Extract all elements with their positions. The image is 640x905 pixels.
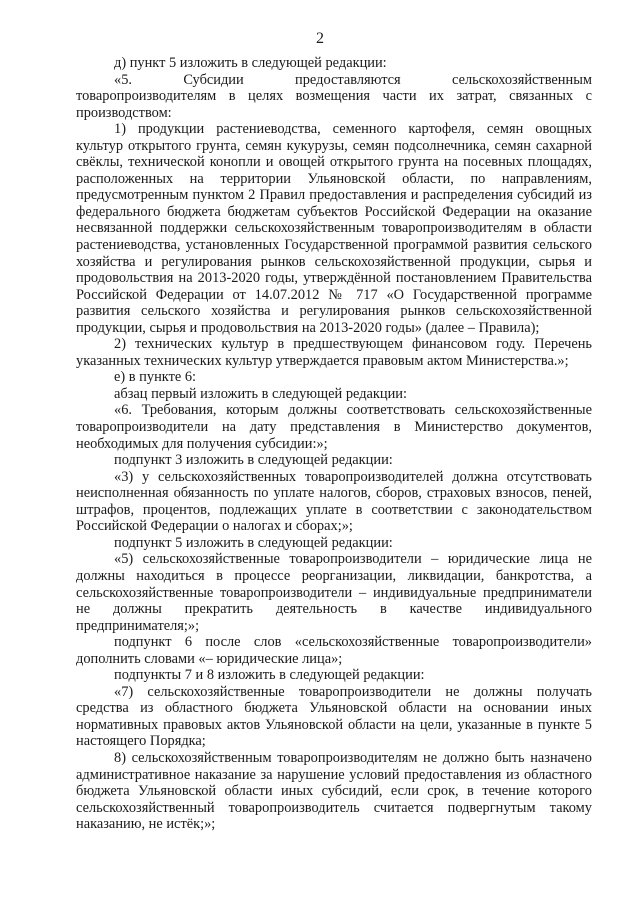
paragraph-subpoint-3: «3) у сельскохозяйственных товаропроизводителей должна отсутствовать неисполненная обязанность по уплате налогов, сборов, страховых взносов, пеней, штрафов, процентов, подлежащих уплате в соответствии с законодательством Российской Федерации о налогах и сборах;»; <box>76 468 592 535</box>
paragraph-subpoint-7: «7) сельскохозяйственные товаропроизводители не должны получать средства из областного бюджета Ульяновской области на основании иных нормативных правовых актов Ульяновской области на цели, указанные в пункте 5 настоящего Порядка; <box>76 683 592 750</box>
paragraph-point-5-intro: «5. Субсидии предоставляются сельскохозяйственным товаропроизводителям в целях возмещения части их затрат, связанных с производством: <box>76 71 592 121</box>
paragraph-subpoints-7-8-intro: подпункты 7 и 8 изложить в следующей редакции: <box>114 667 425 684</box>
paragraph-first-abzac: абзац первый изложить в следующей редакции: <box>114 385 408 402</box>
paragraph-subpoint-3-intro: подпункт 3 изложить в следующей редакции: <box>114 452 393 469</box>
paragraph-subpoint-8: 8) сельскохозяйственным товаропроизводителям не должно быть назначено административное наказание за нарушение условий предоставления из областного бюджета Ульяновской области иных субсидий, если срок, в течение которого сельскохозяйственный товаропроизводитель считается подвергнутым такому наказанию, не истёк;»; <box>76 749 592 833</box>
paragraph-subpoint-1: 1) продукции растениеводства, семенного картофеля, семян овощных культур открытого грунта, семян кукурузы, семян подсолнечника, семян сахарной свёклы, технической конопли и овощей открытого грунта на посевных площадях, расположенных на территории Ульяновской области, по направлениям, предусмотренным пунктом 2 Правил предоставления и распределения субсидий из федерального бюджета бюджетам субъектов Российской Федерации на оказание несвязанной поддержки сельскохозяйственным товаропроизводителям в области растениеводства, установленных Государственной программой развития сельского хозяйства и регулирования рынков сельскохозяйственной продукции, сырья и продовольствия на 2013-2020 годы, утверждённой постановлением Правительства Российской Федерации от 14.07.2012 № 717 «О Государственной программе развития сельского хозяйства и регулирования рынков сельскохозяйственной продукции, сырья и продовольствия на 2013-2020 годы» (далее – Правила); <box>76 121 592 336</box>
paragraph-point-6: «6. Требования, которым должны соответствовать сельскохозяйственные товаропроизводители на дату представления в Министерство документов, необходимых для получения субсидии:»; <box>76 402 592 452</box>
paragraph-subpoint-2: 2) технических культур в предшествующем финансовом году. Перечень указанных технических культур утверждается правовым актом Министерства.»; <box>76 336 592 369</box>
paragraph-item-d: д) пункт 5 изложить в следующей редакции: <box>114 55 387 71</box>
page-number: 2 <box>316 30 324 47</box>
paragraph-subpoint-6: подпункт 6 после слов «сельскохозяйственные товаропроизводители» дополнить словами «– юридические лица»; <box>76 634 592 667</box>
paragraph-subpoint-5: «5) сельскохозяйственные товаропроизводители – юридические лица не должны находиться в процессе реорганизации, ликвидации, банкротства, а сельскохозяйственные товаропроизводители – индивидуальные предприниматели не должны прекратить деятельность в качестве индивидуального предпринимателя;»; <box>76 551 592 634</box>
paragraph-subpoint-5-intro: подпункт 5 изложить в следующей редакции: <box>114 534 393 551</box>
paragraph-item-e: е) в пункте 6: <box>114 369 197 386</box>
document-body <box>76 55 592 833</box>
